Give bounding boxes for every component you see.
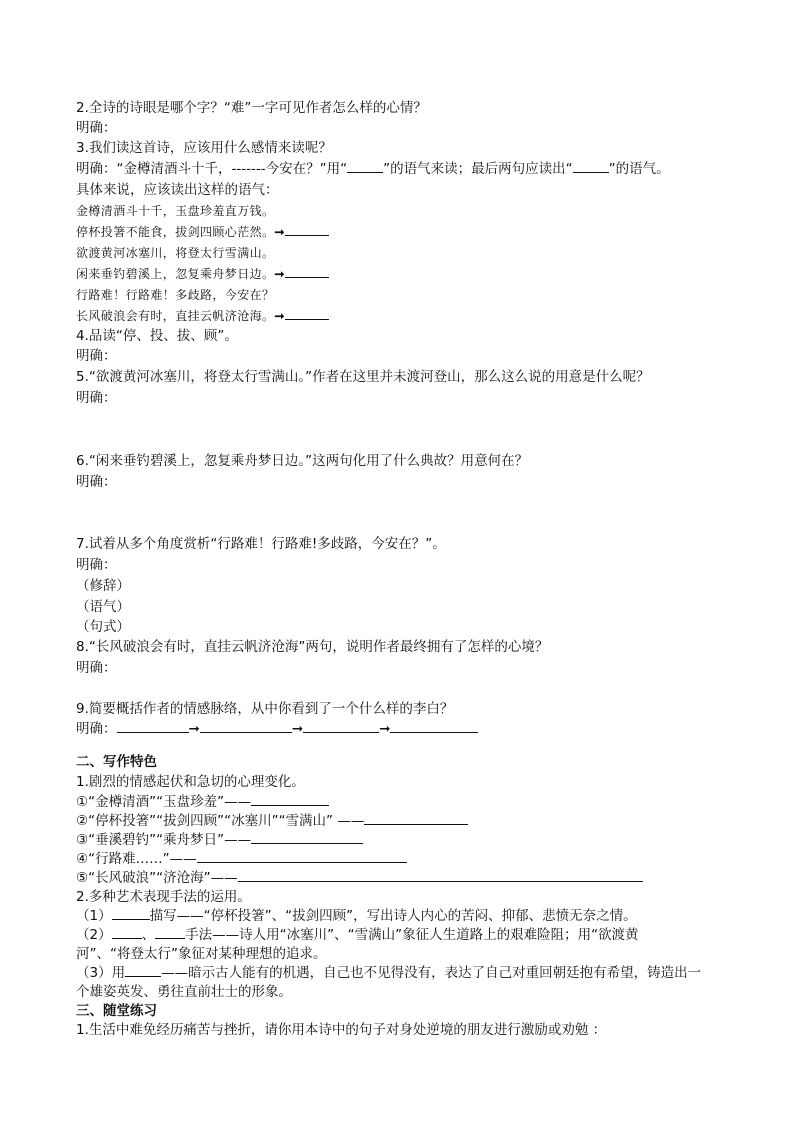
answer-label: 明确： [76,390,117,406]
blank [112,926,142,939]
question-3-detail: 具体来说，应该读出这样的语气： [76,182,279,198]
blank [285,265,329,278]
feature-line: ③“垂溪碧钓”“乘舟梦日”—— [76,831,363,850]
blank [573,160,609,173]
method-line: （1） 描写——“停杯投箸”、“拔剑四顾”，写出诗人内心的苦闷、抑郁、悲愤无奈之情。 [76,908,637,924]
method-line: （3）用 ——暗示古人能有的机遇，自己也不见得没有，表达了自己对重回朝廷抱有希望，铸造出一 [76,965,702,981]
blank [200,720,292,733]
arrow-icon: ➞ [274,309,285,323]
question-5: 5.“欲渡黄河冰塞川，将登太行雪满山。”作者在这里并未渡河登山，那么这么说的用意是什么呢？ [76,369,650,385]
answer-label: 明确： [76,660,117,676]
poem-line: 长风破浪会有时，直挂云帆济沧海。➞ [76,307,329,326]
section-3-item-1: 1.生活中难免经历痛苦与挫折，请你用本诗中的句子对身处逆境的朋友进行激励或劝勉 ： [76,1022,607,1038]
feature-line: ④“行路难……”—— [76,850,407,869]
poem-line: 闲来垂钓碧溪上，忽复乘舟梦日边。➞ [76,265,329,284]
arrow-icon: ➞ [274,225,285,239]
answer-label: 明确： [76,348,117,364]
feature-line: ①“金樽清酒”“玉盘珍羞”—— [76,793,329,812]
blank [112,907,150,920]
poem-line: 行路难！行路难！多歧路，今安在？ [76,288,275,302]
blank [390,720,478,733]
section-2-title: 二、写作特色 [76,754,157,770]
poem-line: 欲渡黄河冰塞川，将登太行雪满山。 [76,246,275,260]
poem-line: 金樽清酒斗十千，玉盘珍羞直万钱。 [76,204,275,218]
blank [285,223,329,236]
feature-line: ②“停杯投箸”“拔剑四顾”“冰塞川”“雪满山” —— [76,812,468,831]
blank [251,793,329,806]
question-3-answer: 明确：“金樽清酒斗十千，-------今安在？”用“ ”的语气来读；最后两句应读出“ ”的语气。 [76,161,670,177]
aspect-sentence: （句式） [76,619,130,635]
blank [197,850,407,863]
blank [347,160,383,173]
question-3: 3.我们读这首诗，应该用什么感情来读呢？ [76,140,332,156]
blank [251,831,363,844]
feature-line: ⑤“长风破浪”“济沧海”—— [76,869,643,888]
arrow-icon: ➞ [291,721,304,737]
question-6: 6.“闲来垂钓碧溪上，忽复乘舟梦日边。”这两句化用了什么典故？用意何在？ [76,453,529,469]
answer-label: 明确： [76,474,117,490]
answer-label: 明确： [76,557,117,573]
arrow-icon: ➞ [274,267,285,281]
method-line: 河”、“将登太行”象征对某种理想的追求。 [76,946,327,962]
blank [303,720,379,733]
question-2: 2.全诗的诗眼是哪个字？“难”一字可见作者怎么样的心情？ [76,100,427,116]
answer-label: 明确： [76,120,117,136]
arrow-icon: ➞ [379,721,391,737]
section-3-title: 三、随堂练习 [76,1003,157,1019]
blank [285,307,329,320]
blank [117,720,189,733]
blank [238,869,643,882]
question-9: 9.简要概括作者的情感脉络，从中你看到了一个什么样的李白？ [76,701,454,717]
aspect-rhetoric: （修辞） [76,578,130,594]
question-9-answer: 明确： ➞ ➞ ➞ [76,720,478,739]
section-2-item-2: 2.多种艺术表现手法的运用。 [76,889,251,905]
poem-line: 停杯投箸不能食，拔剑四顾心茫然。➞ [76,223,329,242]
blank [125,964,161,977]
section-2-item-1: 1.剧烈的情感起伏和急切的心理变化。 [76,774,305,790]
question-4: 4.品读“停、投、拔、顾”。 [76,328,238,344]
blank [155,926,185,939]
question-8: 8.“长风破浪会有时，直挂云帆济沧海”两句，说明作者最终拥有了怎样的心境？ [76,639,549,655]
arrow-icon: ➞ [188,721,200,737]
blank [364,812,468,825]
aspect-tone: （语气） [76,599,130,615]
method-line: 个雄姿英发、勇往直前壮士的形象。 [76,984,292,1000]
method-line: （2） 、 手法——诗人用“冰塞川”、“雪满山”象征人生道路上的艰难险阻；用“欲渡黄 [76,927,639,943]
question-7: 7.试着从多个角度赏析“行路难！行路难!多歧路，今安在？”。 [76,536,446,552]
